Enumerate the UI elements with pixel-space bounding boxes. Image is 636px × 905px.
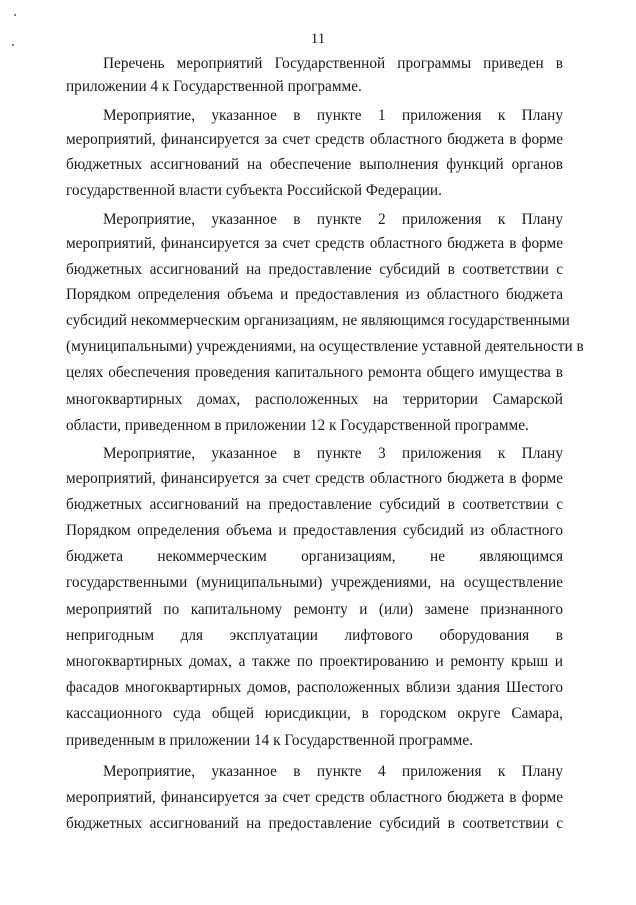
text-line: мероприятий по капитальному ремонту и (или) замене признанного: [66, 601, 563, 618]
text-line: Мероприятие, указанное в пункте 1 приложения к Плану: [103, 107, 563, 124]
scan-speck: [14, 14, 16, 16]
text-line: фасадов многоквартирных домов, расположенных вблизи здания Шестого: [66, 679, 563, 696]
text-line: бюджетных ассигнований на обеспечение выполнения функций органов: [66, 156, 563, 173]
text-line: Перечень мероприятий Государственной программы приведен в: [103, 55, 563, 72]
text-line: целях обеспечения проведения капитального ремонта общего имущества в: [66, 364, 563, 381]
text-line: бюджетных ассигнований на предоставление субсидий в соответствии с: [66, 261, 563, 278]
text-line: мероприятий, финансируется за счет средств областного бюджета в форме: [66, 235, 563, 252]
text-line: многоквартирных домах, а также по проектированию и ремонту крыш и: [66, 653, 563, 670]
text-line: мероприятий, финансируется за счет средств областного бюджета в форме: [66, 131, 563, 148]
text-line: Мероприятие, указанное в пункте 2 приложения к Плану: [103, 211, 563, 228]
text-line: приведенным в приложении 14 к Государственной программе.: [66, 732, 473, 749]
text-line: непригодным для эксплуатации лифтового оборудования в: [66, 627, 563, 644]
page-number: 11: [310, 31, 326, 47]
text-line: бюджетных ассигнований на предоставление субсидий в соответствии с: [66, 815, 563, 832]
text-line: бюджетных ассигнований на предоставление субсидий в соответствии с: [66, 496, 563, 513]
text-line: мероприятий, финансируется за счет средств областного бюджета в форме: [66, 789, 563, 806]
text-line: субсидий некоммерческим организациям, не являющимся государственными: [66, 312, 570, 329]
text-line: приложении 4 к Государственной программе.: [66, 78, 362, 95]
text-line: Порядком определения объема и предоставления из областного бюджета: [66, 286, 563, 303]
text-line: Порядком определения объема и предоставления субсидий из областного: [66, 522, 563, 539]
text-line: Мероприятие, указанное в пункте 3 приложения к Плану: [103, 445, 563, 462]
text-line: многоквартирных домах, расположенных на территории Самарской: [66, 391, 563, 408]
text-line: кассационного суда общей юрисдикции, в городском округе Самара,: [66, 705, 563, 722]
text-line: государственными (муниципальными) учреждениями, на осуществление: [66, 574, 563, 591]
text-line: области, приведенном в приложении 12 к Государственной программе.: [66, 417, 529, 434]
text-line: (муниципальными) учреждениями, на осуществление уставной деятельности в: [66, 338, 584, 355]
text-line: мероприятий, финансируется за счет средств областного бюджета в форме: [66, 470, 563, 487]
text-line: Мероприятие, указанное в пункте 4 приложения к Плану: [103, 763, 563, 780]
text-line: государственной власти субъекта Российской Федерации.: [66, 182, 442, 199]
text-line: бюджета некоммерческим организациям, не являющимся: [66, 548, 563, 565]
